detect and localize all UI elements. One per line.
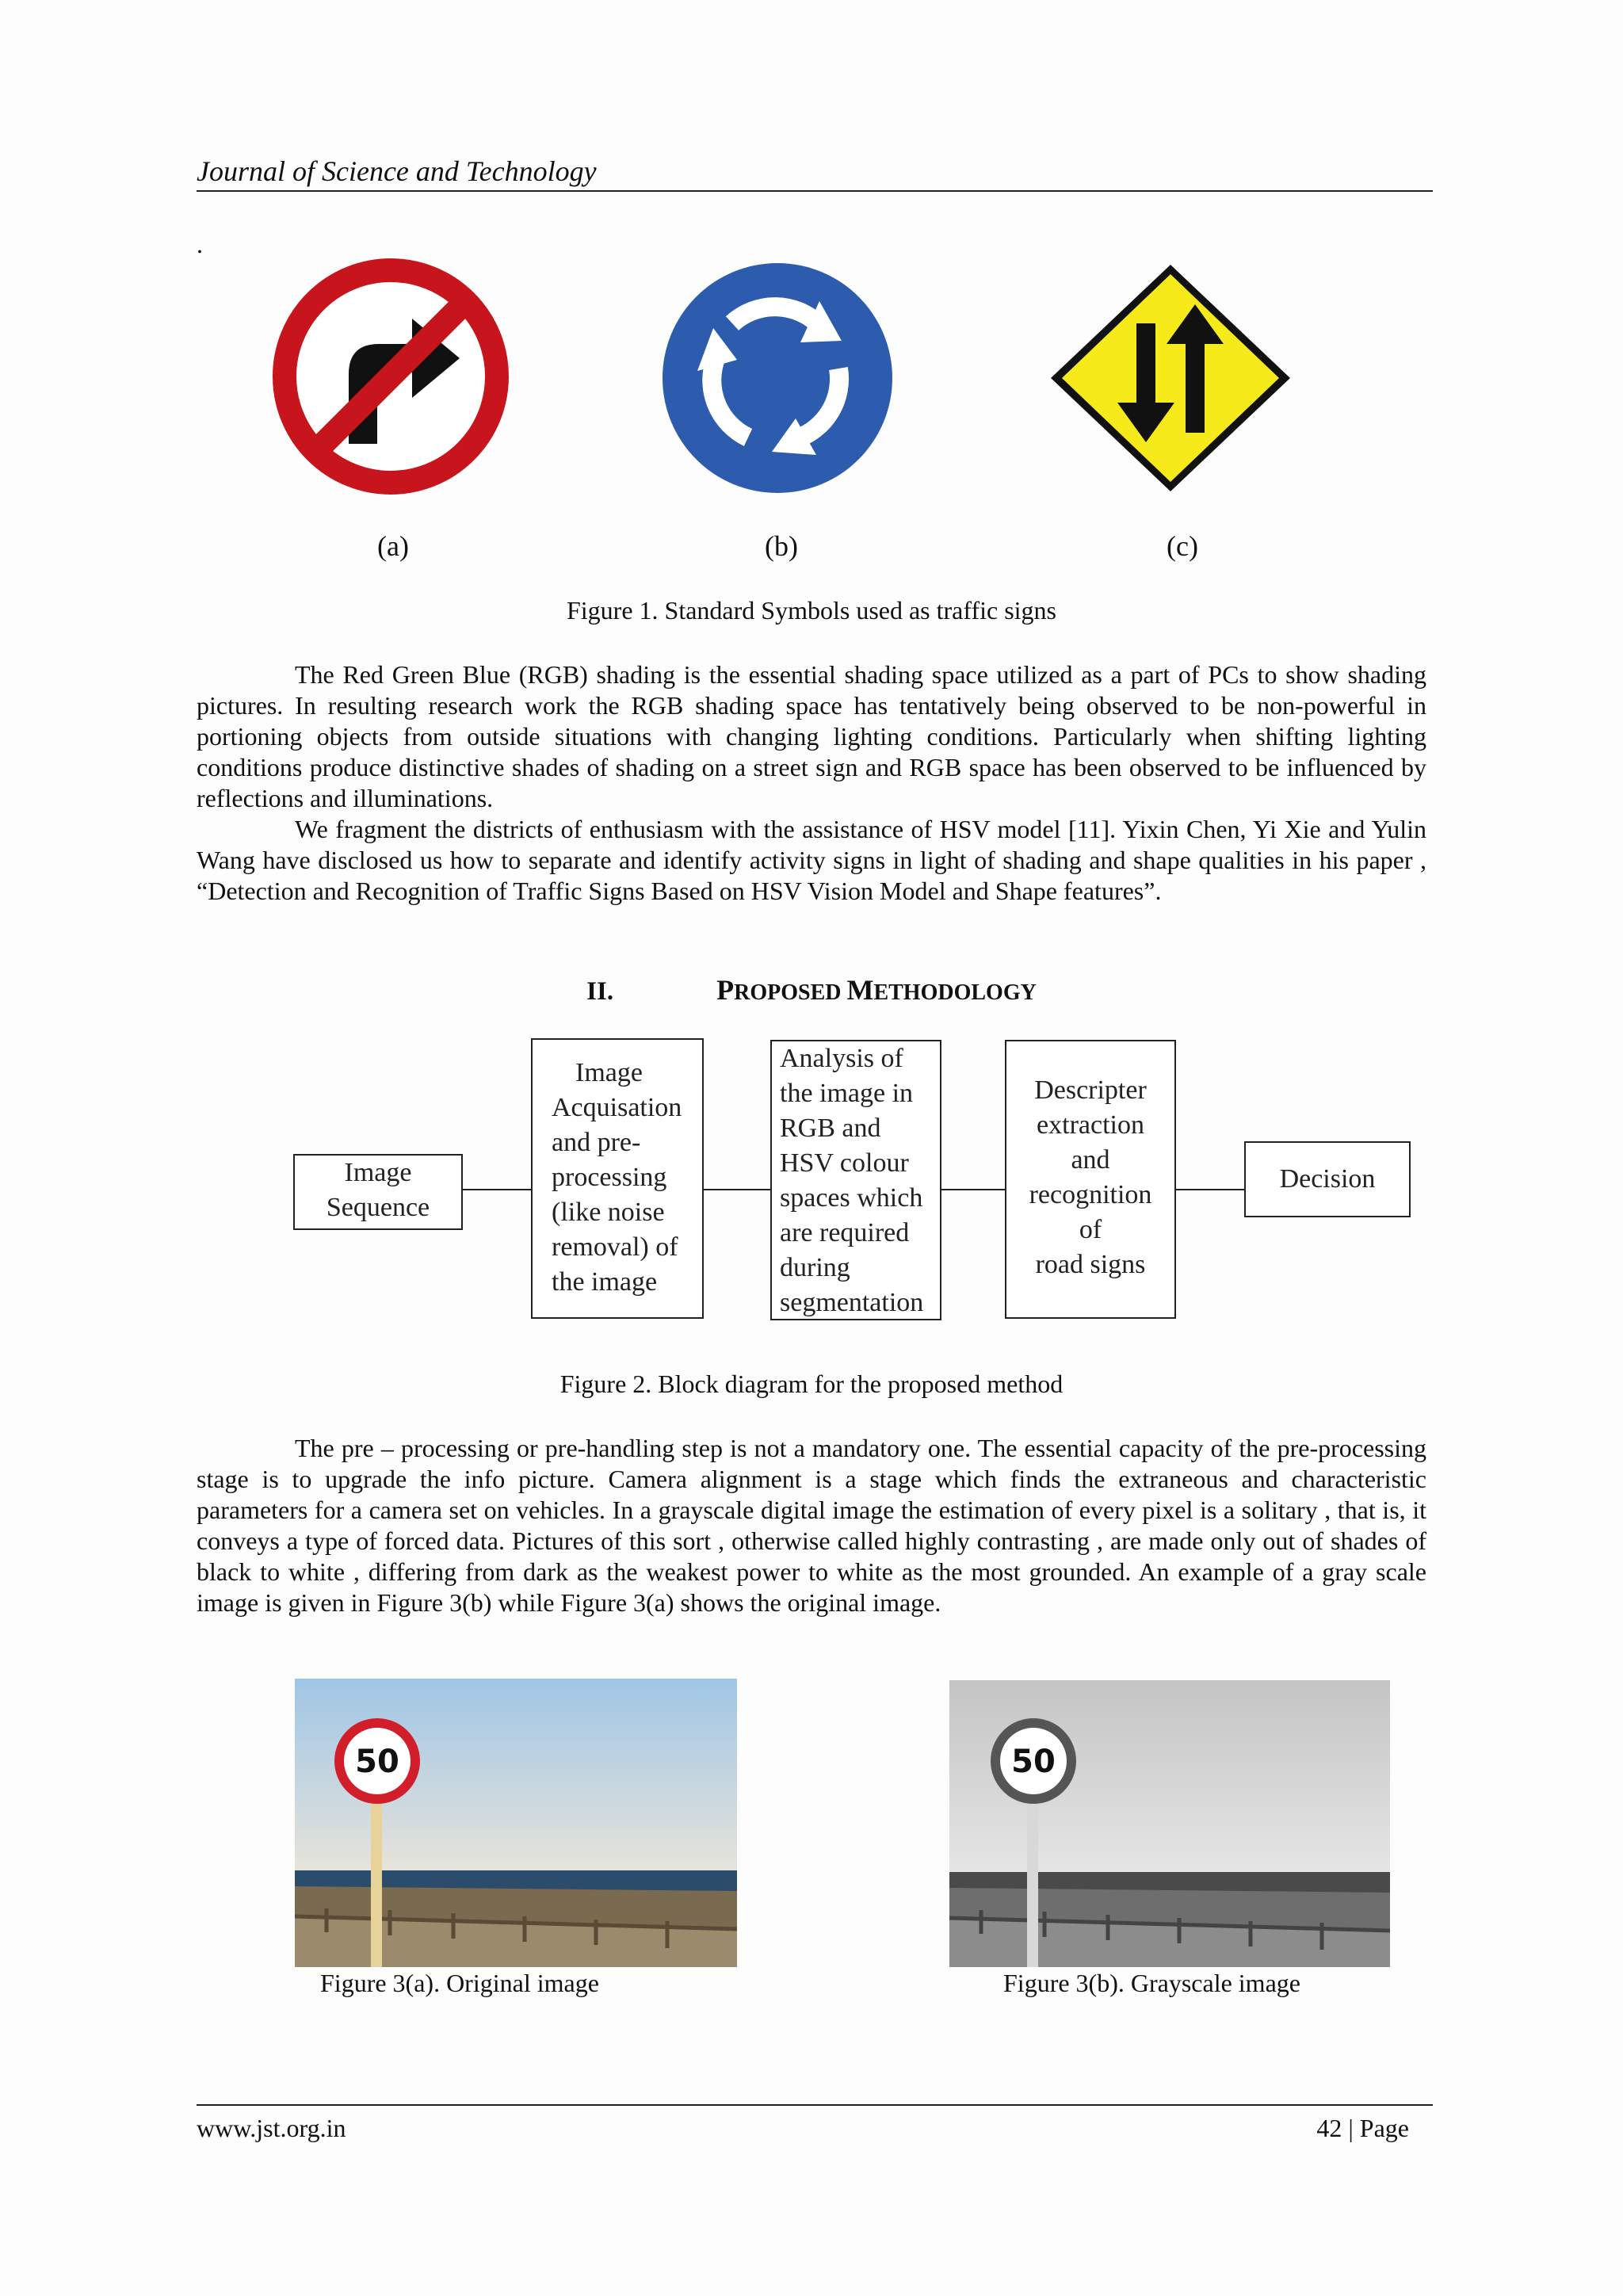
block-rgb-hsv-analysis: Analysis of the image in RGB and HSV colour spaces which are required during segmentation — [770, 1040, 941, 1320]
figure1-caption: Figure 1. Standard Symbols used as traffic signs — [566, 596, 1056, 625]
paragraph-preprocessing: The pre – processing or pre-handling step is not a mandatory one. The essential capacity of the pre-processing stage is to upgrade the info picture. Camera alignment is a stage which finds the extraneous and characteristic parameters for a camera set on vehicles. In a grayscale digital image the estimation of every pixel is a solitary , that is, it conveys a type of forced data. Pictures of this sort , otherwise called highly contrasting , are made only out of shades of black to white , differing from dark as the weakest power to white as the most grounded. An example of a gray scale image is given in Figure 3(b) while Figure 3(a) shows the original image. — [197, 1434, 1426, 1617]
block-descriptor-recognition: Descripter extraction and recognition of road signs — [1005, 1040, 1176, 1319]
block-image-sequence: Image Sequence — [293, 1154, 463, 1230]
figure3a-caption: Figure 3(a). Original image — [320, 1969, 599, 1997]
block-image-acquisition: Image Acquisation and pre- processing (like noise removal) of the image — [531, 1038, 704, 1319]
paragraph-rgb: The Red Green Blue (RGB) shading is the essential shading space utilized as a part of PCs to show shading pictures. In resulting research work the RGB shading space has tentatively being observed to be non-powerful in portioning objects from outside situations with changing lighting conditions. Particularly when shifting lighting conditions produce distinctive shades of shading on a street sign and RGB space has been observed to be influenced by reflections and illuminations. — [197, 660, 1426, 812]
block-decision: Decision — [1244, 1141, 1411, 1217]
connector-3 — [941, 1189, 1005, 1190]
grayscale-sign-text: 50 — [1011, 1744, 1056, 1780]
section-title-initial-1: P — [716, 974, 735, 1006]
section-number: II. — [586, 977, 614, 1006]
section-heading — [0, 973, 1623, 1007]
journal-header: Journal of Science and Technology — [197, 152, 1433, 192]
section-title-initial-2: M — [846, 974, 874, 1006]
section-title-part-1: ROPOSED — [734, 980, 847, 1005]
roundabout-sign-icon — [661, 262, 894, 495]
figure2-caption: Figure 2. Block diagram for the proposed method — [559, 1370, 1064, 1398]
footer-url[interactable]: www.jst.org.in — [197, 2114, 346, 2142]
two-way-traffic-sign-icon — [1048, 262, 1293, 495]
body-text-2 — [197, 1433, 1426, 1618]
stray-dot: . — [197, 230, 203, 258]
page-footer — [197, 2104, 1433, 2142]
connector-4 — [1176, 1189, 1244, 1190]
section-title-part-2: ETHODOLOGY — [873, 980, 1037, 1005]
paragraph-hsv: We fragment the districts of enthusiasm with the assistance of HSV model [11]. Yixin Chen, Yi Xie and Yulin Wang have disclosed us how to separate and identify activity signs in light of shading and shape qualities in his paper , “Detection and Recognition of Traffic Signs Based on HSV Vision Model and Shape features”. — [197, 815, 1426, 905]
body-text-1 — [197, 659, 1426, 907]
figure3b-caption: Figure 3(b). Grayscale image — [1003, 1969, 1300, 1997]
original-sign-text: 50 — [355, 1744, 399, 1780]
original-photo — [295, 1679, 737, 1967]
no-right-turn-sign-icon — [269, 255, 512, 498]
figure1-label-c: (c) — [1167, 530, 1198, 562]
figure1-label-b: (b) — [765, 530, 798, 562]
page-number: 42 | Page — [1316, 2114, 1409, 2142]
grayscale-photo — [949, 1680, 1390, 1967]
connector-1 — [463, 1189, 531, 1190]
figure1-label-a: (a) — [377, 530, 409, 562]
connector-2 — [704, 1189, 770, 1190]
